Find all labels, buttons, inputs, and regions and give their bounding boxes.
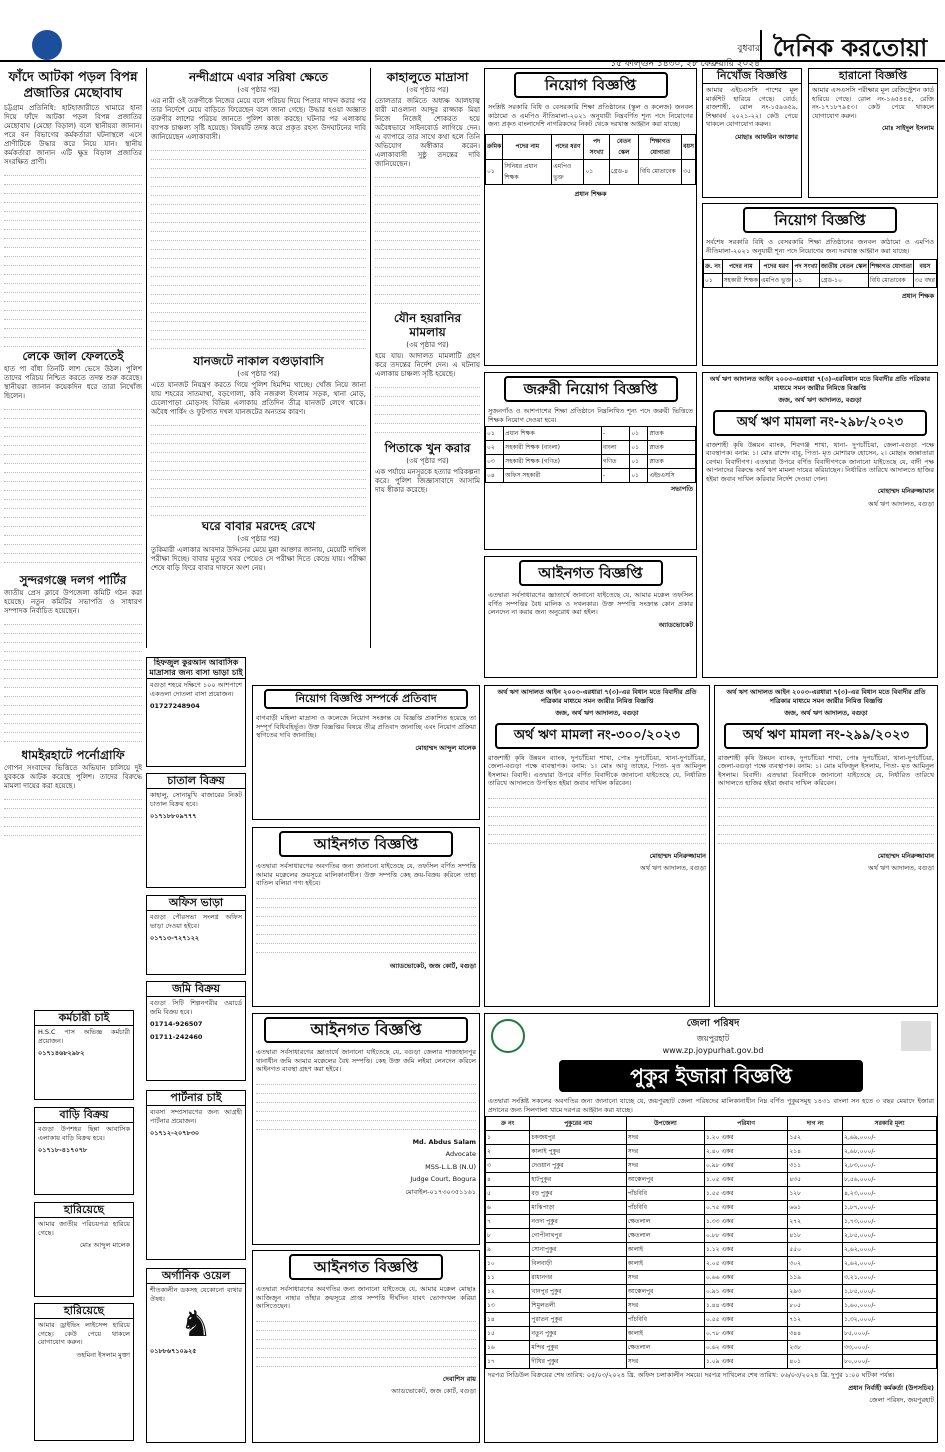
table-cell: দেওয়ান পুকুর	[530, 1159, 626, 1173]
masthead-brand: দৈনিক করতোয়া	[772, 34, 928, 62]
headline-kahalu: কাহালুতে মাদ্রাসা	[386, 70, 469, 84]
notice-loan-299: অর্থ ঋণ আদালত আইন ২০০৩-এরধারা ৭(৩)-এর বিধান মতে বিবাদীর প্রতি পত্রিকার মাধ্যমে সমন জারীর নিমিত্ত বিজ্ঞপ্তি জজ, অর্থ ঋণ আদালত, বগুড়া অর্থ ঋণ মামলা নং-২৯৯/২০২৩ রাজশাহী কৃষি উন্নয়ন ব্যাংক, দুপচাঁচিয়া শাখা, পোঃ দুপচাঁচিয়া, থানা-দুপচাঁচিয়া, জেলা-বগুড়া পক্ষে ব্যবস্থাপক। বনাম: ১। মোঃ মফিজুল ইসলাম, পিতা- মৃত আমিনুল ইসলাম। বিবাদী। এতদ্বারা বিবাদীকে জানানো যাইতেছে যে, নির্ধারিত তারিখে আদালতে হাজির হইয়া জবাব দাখিল করিবেন। মোহাম্মদ মনিরুজ্জামান অর্থ ঋণ আদালত, বগুড়া	[714, 685, 938, 1007]
notice-pukur-ijara: জেলা পরিষদ জয়পুরহাট www.zp.joypurhat.gov.bd পুকুর ইজারা বিজ্ঞপ্তি এতদ্বারা সংশ্লিষ্ট সকলের অবগতির জন্য জানানো যাচ্ছে যে, জয়পুরহাট জেলা পরিষদের মালিকানাধীন নিম্ন বর্ণিত পুকুরসমূহ ১৪৩১ বাংলা সন হতে ৩ বছর মেয়াদে ইজারা প্রদানের জন্য সিলগালা খামে দরপত্র আহ্বান করা যাচ্ছে। ক্র নং পুকুরের নাম উপজেলা পরিমাণ দাগ নং সরকারি মূল্য ১ চকজয়পুর সদর ১.২০ একর ১৫২ ২,৬৯,০০০/- ২ কালাই পুকুর সদর ২.৪০ একর ২১৪ ২,৬৮,০০০/- ৩ দেওয়ান পুকুর সদর ০.৯৮ একর ৩১১ ২,৮৩,০০০/- ৪ হাটপুকুর আক্কেলপুর ১.০৫ একর ৪৩৫ ৮,৫৬,০০০/- ৫ বড় পুকুর পাঁচবিবি ১.৫৫ একর ১২৮ ৪,২৩,০০০/- ৬ মাঝিপাড়া পাঁচবিবি ০.৭৫ একর ৬৬১ ১,৮৭,০০০/- ৭ নওদা পুকুর ক্ষেতলাল ১.৩৩ একর ২৭২ ১,৭৩,০০০/- ৮ গোপীনাথপুর ক্ষেতলাল ০.৮৮ একর ৪১৮ ২,৮৫,০০০/- ৯ সোনাপুকুর কালাই ১.১২ একর ৫৫০ ২,৬২,০০০/- ১০ বিলবাড়ী কালাই ২.০৫ একর ৩০২ ২,৬২,০০০/- ১১ রাধানগর সদর ০.৬৬ একর ১১৯ ৩,২১,০০০/- ১২ খানপুর পুকুর আক্কেলপুর ০.৯১ একর ২৯৩ ১,৮৫,০০০/- ১৩ শিমুলতলী সদর ১.৪৪ একর ৮০৫ ১,৬০,০০০/- ১৪ পুরাতন পুকুর পাঁচবিবি ০.৫৫ একর ৭১২ ১,৩২,০০০/- ১৫ নতুন পুকুর কালাই ০.৭৮ একর ৩৪৪ ৮৫,০০০/- ১৬ মন্দির পুকুর ক্ষেতলাল ০.৬২ একর ২৩৮ ৩৩,০০০/- ১৭ দীঘির পুকুর সদর ১.০৯ একর ৪০১ ৮০,০০০/- দরপত্র সিডিউল বিক্রয়ের শেষ তারিখ: ০৫/০৩/২০২৪ খ্রি. অফিস চলাকালীন সময়ে। দরপত্র দাখিলের শেষ তারিখ: ০৬/০৩/২০২৪ খ্রি. দুপুর ১:০০ ঘটিকা পর্যন্ত। প্রধান নির্বাহী কর্মকর্তা (উপসচিব) জেলা পরিষদ, জয়পুরহাট	[484, 1013, 938, 1443]
notice-pratibad: নিয়োগ বিজ্ঞপ্তি সম্পর্কে প্রতিবাদ বাগবাড়ী মহিলা মাদ্রাসা ও কলেজে নিয়োগ সংক্রান্ত যে বিজ্ঞপ্তি প্রকাশিত হয়েছে তা সম্পূর্ণ বিধিবহির্ভূত। উক্ত বিজ্ঞপ্তির বিষয়ে তীব্র প্রতিবাদ জানাচ্ছি এবং নিয়োগ প্রক্রিয়া স্থগিতের দাবি জানাচ্ছি। মোহাম্মদ আব্দুল মালেক	[252, 685, 480, 820]
ad-jaruri: জরুরী নিয়োগ বিজ্ঞপ্তি সুজনগাঁও ও আশপাশের শিক্ষা প্রতিষ্ঠানে নিম্নলিখিত শূন্য পদে জরুরী ভিত্তিতে শিক্ষক নিয়োগ দেওয়া হবে। ০১ প্রধান শিক্ষক - ০১ স্নাতক ০২ সহকারী শিক্ষক (বাংলা) বাংলা ০১ স্নাতক ০৩ সহকারী শিক্ষক (গণিত) গণিত ০১ স্নাতক ০৪ অফিস সহকারী - ০১ এইচএসসি সভাপতি	[484, 372, 697, 550]
newspaper-logo-icon	[32, 30, 62, 60]
table-row	[486, 1131, 937, 1145]
article-body: গোপন সংবাদের ভিত্তিতে অভিযান চালিয়ে দুই যুবককে আটক করেছে পুলিশ। তাদের বিরুদ্ধে মামলা দায়ের করা হয়েছে।	[4, 764, 142, 790]
table-cell: ২,৮৫,০০০/-	[843, 1229, 937, 1243]
table-cell: কালাই	[626, 1257, 704, 1271]
table-cell: ক্ষেতলাল	[626, 1341, 704, 1355]
table-cell: ৪,২৩,০০০/-	[843, 1187, 937, 1201]
table-cell: কালাই পুকুর	[530, 1145, 626, 1159]
article-body: জাতীয় প্রেস ক্লাবে উপজেলা কমিটি গঠন করা হয়েছে। নতুন কমিটির সভাপতি ও সাধারণ সম্পাদক নির্বাচিত হয়েছেন।	[4, 589, 142, 615]
jaruri-table: ০১ প্রধান শিক্ষক - ০১ স্নাতক ০২ সহকারী শিক্ষক (বাংলা) বাংলা ০১ স্নাতক ০৩ সহকারী শিক্ষক (গণিত) গণিত ০১ স্নাতক ০৪ অফিস সহকারী - ০১ এইচএসসি	[485, 426, 696, 483]
table-row	[486, 1187, 937, 1201]
table-cell: ১.০৯ একর	[704, 1355, 787, 1369]
table-cell: ১.৫৫ একর	[704, 1187, 787, 1201]
table-row	[486, 1159, 937, 1173]
ad-partner: পার্টনার চাই ব্যবসা সম্প্রসারণের জন্য আগ্রহী পার্টনার প্রয়োজন। ০১৭১২-২০৭৮৩০	[146, 1090, 246, 1260]
table-cell: ৮৫,০০০/-	[843, 1327, 937, 1341]
table-cell: ৬৬১	[788, 1201, 843, 1215]
table-row	[486, 1173, 937, 1187]
table-cell: ক্ষেতলাল	[626, 1215, 704, 1229]
table-cell: নতুন পুকুর	[530, 1327, 626, 1341]
article-body: চট্টগ্রাম প্রতিনিধি: হাটহাজারীতে খামারে হানা দিয়ে ফাঁদে আটকা পড়ল বিপন্ন প্রজাতির মেছোবাঘ (মেছো বিড়াল) বলে স্থানীয়রা জানান। পরে বন বিভাগের কর্মকর্তারা ঘটনাস্থলে এসে প্রাণীটিকে উদ্ধার করে নিয়ে যান। স্থানীয় কর্মকর্তারা জানান এটি ক্ষুদ্র বিড়াল প্রজাতির সংরক্ষিত প্রাণী।	[4, 104, 142, 166]
table-cell: ১,৮৭,০০০/-	[843, 1201, 937, 1215]
table-cell: ৩০২	[788, 1257, 843, 1271]
notice-ainogoto-2: আইনগত বিজ্ঞপ্তি এতদ্বারা সর্বসাধারণের অবগতির জন্য জানানো যাইতেছে যে, তফসিল বর্ণিত সম্পত্তি আমার মক্কেলের ক্রয়সূত্রে মালিকানাধীন। উক্ত সম্পত্তি কেহ ক্রয়-বিক্রয় করিলে তাহা বাতিল বলিয়া গণ্য হইবে। অ্যাডভোকেট, জজ কোর্ট, বগুড়া	[252, 827, 480, 1007]
table-cell: পুরাতন পুকুর	[530, 1313, 626, 1327]
table-cell: ৩১১	[788, 1159, 843, 1173]
table-cell: ০.৭৫ একর	[704, 1201, 787, 1215]
table-cell: ২,৬৯,০০০/-	[843, 1131, 937, 1145]
table-row	[486, 1215, 937, 1229]
table-cell: ১৬	[486, 1341, 530, 1355]
table-cell: ৭	[486, 1215, 530, 1229]
ad-harano: হারানো বিজ্ঞপ্তি আমার এসএসসি পরীক্ষার মূল রেজিস্ট্রেশন কার্ড হারিয়ে গেছে। রোল নং-১৬৫৪৪৫, রেজি নং-১৭১৮৭৯৫৩। কেউ পেয়ে থাকলে যোগাযোগ করুন। মোঃ সাইদুল ইসলাম	[808, 68, 938, 198]
table-cell: ১.১২ একর	[704, 1243, 787, 1257]
ad-karmo: কর্মচারী চাই H.S.C পাস অভিজ্ঞ কর্মচারী প্রয়োজন। ০১৭১৪৬৮২৯৮২	[34, 1010, 134, 1100]
table-row	[486, 1299, 937, 1313]
table-cell: ৪০১	[788, 1355, 843, 1369]
table-cell: ০.৬৬ একর	[704, 1271, 787, 1285]
table-row	[486, 1257, 937, 1271]
table-cell: ৯	[486, 1243, 530, 1257]
table-cell: ৮০,০০০/-	[843, 1355, 937, 1369]
niyog2-table: ক্র. নং পদের নাম পদের ধরণ পদ সংখ্যা জাতীয় বেতন স্কেল শিক্ষাগত যোগ্যতা বয়স ০১ সহকারী শিক্ষক এমপিও ভুক্ত ০১ গ্রেড-১০ বিধি মোতাবেক ৩৫ বছর	[703, 259, 937, 288]
headline-sundarganj: সুন্দরগঞ্জে দলগ পার্টির	[19, 573, 127, 587]
table-cell: ০.৬২ একর	[704, 1341, 787, 1355]
table-cell: ৮	[486, 1229, 530, 1243]
ad-hefz: হিফজুল কুরআন আবাসিক মাদ্রাসার জন্য বাসা ভাড়া চাই বগুড়া শহরে দক্ষিণে ১০০ আশপাশে একতলা দোতলা বাসা প্রয়োজন। 01727248904	[146, 657, 246, 767]
table-cell: সদর	[626, 1355, 704, 1369]
headline-lake: লেকে জাল ফেলতেই	[22, 349, 124, 363]
table-cell: বড় পুকুর	[530, 1187, 626, 1201]
table-cell: ১১৯	[788, 1271, 843, 1285]
table-cell: মন্দির পুকুর	[530, 1341, 626, 1355]
table-cell: ২.০৫ একর	[704, 1257, 787, 1271]
table-cell: ৭১২	[788, 1313, 843, 1327]
table-cell: ১.৩৩ একর	[704, 1215, 787, 1229]
table-cell: ৮০৫	[788, 1299, 843, 1313]
table-cell: মাঝিপাড়া	[530, 1201, 626, 1215]
table-cell: চকজয়পুর	[530, 1131, 626, 1145]
table-cell: ২৭২	[788, 1215, 843, 1229]
headline-pita: পিতাকে খুন করার	[384, 441, 471, 455]
table-cell: ৩,২১,০০০/-	[843, 1271, 937, 1285]
table-cell: ১,৭৩,০০০/-	[843, 1215, 937, 1229]
headline-mechobagh: ফাঁদে আটকা পড়ল বিপন্ন প্রজাতির মেছোবাঘ	[8, 70, 138, 101]
table-row	[486, 1355, 937, 1369]
headline-father: ঘরে বাবার মরদেহ রেখে	[201, 519, 316, 533]
table-cell: কালাই	[626, 1327, 704, 1341]
table-cell: ৪৩৫	[788, 1173, 843, 1187]
headline-harassment: যৌন হয়রানির মামলায়	[393, 311, 462, 339]
table-cell: শিমুলতলী	[530, 1299, 626, 1313]
table-cell: ৫৫০	[788, 1243, 843, 1257]
table-cell: ০.৫৫ একর	[704, 1313, 787, 1327]
notice-ainogoto-4: আইনগত বিজ্ঞপ্তি এতদ্বারা সর্বসাধারণের অবগতির জন্য জানানো যাইতেছে যে, আমার মক্কেল মোছাঃ আজিজুন নাহার তাঁহার ক্রয়সূত্রে প্রাপ্ত সম্পত্তি দীর্ঘদিন যাবৎ ভোগদখল করিয়া আসিতেছেন। দেবাশিস রায় অ্যাডভোকেট, জজ কোর্ট, বগুড়া	[252, 1250, 480, 1443]
notice-loan-298: অর্থ ঋণ আদালত আইন ২০০৩-এরধারা ৭(৩)-এরবিধান মতে বিবাদীর প্রতি পত্রিকার মাধ্যমে সমন জারীর নিমিত্তে বিজ্ঞপ্তি জজ, অর্থ ঋণ আদালত, বগুড়া অর্থ ঋণ মামলা নং-২৯৮/২০২৩ রাজশাহী কৃষি উন্নয়ন ব্যাংক, শিবগঞ্জ শাখা, থানা- দুপচাঁচিয়া, জেলা-বগুড়া পক্ষে ব্যবস্থাপক। বনাম: ১। মোঃ রাশেদ বাবু, পিতা- মৃত মোশারফ হোসেন, ২। মোছাঃ জান্নাতারা বেগম। বিবাদীগণ। এতদ্বারা উপরে বর্ণিত বিবাদীগণকে জানানো যাইতেছে যে, বাদী পক্ষ আপনাদের বিরুদ্ধে অর্থ ঋণ মামলা দায়ের করিয়াছেন। নির্ধারিত তারিখে আদালতে হাজির হইয়া জবাব দাখিল করিবার নির্দেশ দেওয়া গেল। মোহাম্মদ মনিরুজ্জামান অর্থ ঋণ আদালত, বগুড়া	[702, 372, 938, 678]
ad-chatal: চাতাল বিক্রয় কাহালু, সোনামুখি বাজারের নিকট চাতাল বিক্রয় হবে। ০১৭১৮৮০৯৭৭৭	[146, 773, 246, 888]
table-cell: ১৫	[486, 1327, 530, 1341]
table-cell: ১.২০ একর	[704, 1131, 787, 1145]
table-cell: ৫	[486, 1187, 530, 1201]
ad-office: অফিস ভাড়া বগুড়া পৌরসভা সংলগ্ন অফিস ভাড়া দেওয়া হইবে। ০১৭১৩-৭২৭১২২	[146, 895, 246, 975]
table-cell: ১০	[486, 1257, 530, 1271]
table-cell: রাধানগর	[530, 1271, 626, 1285]
table-row	[486, 1145, 937, 1159]
table-cell: নওদা পুকুর	[530, 1215, 626, 1229]
masthead	[0, 0, 945, 69]
table-cell: আক্কেলপুর	[626, 1285, 704, 1299]
table-cell: সদর	[626, 1271, 704, 1285]
table-row	[486, 1271, 937, 1285]
portrait-icon	[901, 1021, 931, 1051]
table-row	[486, 1285, 937, 1299]
table-cell: ৬	[486, 1201, 530, 1215]
ad-bari: বাড়ি বিক্রয় বগুড়া উপশহর ছিন্না আবাসিক এলাকায় বাড়ি বিক্রয় হবে। ০১৭১৮-৪১৭০৭৮	[34, 1107, 134, 1195]
table-cell: পাঁচবিবি	[626, 1201, 704, 1215]
table-row	[486, 1243, 937, 1257]
ad-lost-1: হারিয়েছে আমার জাতীয় পরিচয়পত্র হারিয়ে গেছে। মোঃ আব্দুল মালেক	[34, 1202, 134, 1297]
table-cell: সদর	[626, 1299, 704, 1313]
article-body: হয়ে যায়। আদালত মামলাটি গ্রহণ করে তদন্তের নির্দেশ দেন। এ ঘটনায় এলাকায় চাঞ্চল্য সৃষ্টি হয়েছে।	[375, 352, 480, 378]
table-cell: আক্কেলপুর	[626, 1173, 704, 1187]
table-row	[486, 1327, 937, 1341]
table-row	[486, 1229, 937, 1243]
niyog-table: ক্রমিক পদের নাম পদের ধরণ পদ সংখ্যা বেতন স্কেল শিক্ষাগত যোগ্যতা বয়স ০১ সিনিয়র প্রধান শিক্ষক এমপিও ভুক্ত ০১ গ্রেড-৪ বিধি মোতাবেক ৩৫	[485, 134, 696, 185]
masthead-date: বুধবার ১৫ ফাল্গুন ১৪৩০, ২৮ ফেব্রুয়ারি ২০২৪	[610, 44, 760, 69]
table-cell: সদর	[626, 1131, 704, 1145]
table-cell: ৪১৮	[788, 1229, 843, 1243]
table-cell: ২,৮৩,০০০/-	[843, 1159, 937, 1173]
article-body: এতে যানজট নিয়ন্ত্রণ করতে গিয়ে পুলিশ হিমশিম খাচ্ছে। খোঁজ নিয়ে জানা যায় শহরের সাতমাথা, বড়গোলা, কবি নজরুল ইসলাম সড়ক, থানা মোড়, চেলোপাড়া মোড়সহ বিভিন্ন এলাকায় প্রতিদিন তীব্র যানজট লেগে থাকে। অবৈধ পার্কিং ও ফুটপাত দখল যানজটের অন্যতম কারণ।	[151, 381, 366, 416]
table-cell: ২,৬২,০০০/-	[843, 1243, 937, 1257]
pukur-table: ক্র নং পুকুরের নাম উপজেলা পরিমাণ দাগ নং সরকারি মূল্য ১ চকজয়পুর সদর ১.২০ একর ১৫২ ২,৬৯,০০০/- ২ কালাই পুকুর সদর ২.৪০ একর ২১৪ ২,৬৮,০০০/- ৩ দেওয়ান পুকুর সদর ০.৯৮ একর ৩১১ ২,৮৩,০০০/- ৪ হাটপুকুর আক্কেলপুর ১.০৫ একর ৪৩৫ ৮,৫৬,০০০/- ৫ বড় পুকুর পাঁচবিবি ১.৫৫ একর ১২৮ ৪,২৩,০০০/- ৬ মাঝিপাড়া পাঁচবিবি ০.৭৫ একর ৬৬১ ১,৮৭,০০০/- ৭ নওদা পুকুর ক্ষেতলাল ১.৩৩ একর ২৭২ ১,৭৩,০০০/- ৮ গোপীনাথপুর ক্ষেতলাল ০.৮৮ একর ৪১৮ ২,৮৫,০০০/- ৯ সোনাপুকুর কালাই ১.১২ একর ৫৫০ ২,৬২,০০০/- ১০ বিলবাড়ী কালাই ২.০৫ একর ৩০২ ২,৬২,০০০/- ১১ রাধানগর সদর ০.৬৬ একর ১১৯ ৩,২১,০০০/- ১২ খানপুর পুকুর আক্কেলপুর ০.৯১ একর ২৯৩ ১,৮৫,০০০/- ১৩ শিমুলতলী সদর ১.৪৪ একর ৮০৫ ১,৬০,০০০/- ১৪ পুরাতন পুকুর পাঁচবিবি ০.৫৫ একর ৭১২ ১,৩২,০০০/- ১৫ নতুন পুকুর কালাই ০.৭৮ একর ৩৪৪ ৮৫,০০০/- ১৬ মন্দির পুকুর ক্ষেতলাল ০.৬২ একর ২৩৮ ৩৩,০০০/- ১৭ দীঘির পুকুর সদর ১.০৯ একর ৪০১ ৮০,০০০/-	[485, 1116, 937, 1369]
headline-dhamoirhat: ধামইরহাটে পর্নোগ্রাফি	[21, 748, 125, 762]
article-body: তোলতার জমিতে অধ্যক্ষ আলহাজ্ব বারী মাওলানা আব্দুর রাজ্জাক মিয়া নিজে নিজেই শোকরত হয়ে অবৈধভাবে সাইনবোর্ড লাগিয়ে দেন। এ ব্যাপারে তার সাথে কথা হলে তিনি অভিযোগ অস্বীকার করেন। এলাকাবাসী সুষ্ঠু তদন্তের দাবি জানিয়েছেন।	[375, 97, 480, 168]
article-body: হাত পা বাঁধা তিনটি লাশ ভেসে উঠল। পুলিশ তাদের পরিচয় নিশ্চিত করতে তদন্ত শুরু করেছে। স্থানীয়রা জানান কয়েকদিন ধরে তারা নিখোঁজ ছিলেন।	[4, 365, 142, 400]
table-row	[486, 1341, 937, 1355]
table-cell: ২.৪০ একর	[704, 1145, 787, 1159]
table-cell: সদর	[626, 1145, 704, 1159]
table-cell: ২১৪	[788, 1145, 843, 1159]
table-cell: ১,৮৫,০০০/-	[843, 1285, 937, 1299]
table-row	[486, 1313, 937, 1327]
table-cell: ১,৬০,০০০/-	[843, 1299, 937, 1313]
table-cell: ০.৭৮ একর	[704, 1327, 787, 1341]
table-cell: ১৪	[486, 1313, 530, 1327]
ad-horse: অর্গানিক ওয়েল শীতকালীন ডকসহ যেকোনো ব্যথার ঔষধ। ♞ ০১৮৮৬৭১০৯২৫	[146, 1268, 246, 1443]
table-cell: ১৩	[486, 1299, 530, 1313]
notice-ainogoto-3: আইনগত বিজ্ঞপ্তি এতদ্বারা সর্বসাধারণের জ্ঞাতার্থে জানানো যাইতেছে যে, বগুড়া জেলার শাজাহানপুর থানাধীন জমি আমার মক্কেলের বৈধ সম্পত্তি। কেহ উক্ত জমি লইয়া লেনদেন করিলে আইনগত ব্যবস্থা গ্রহণ করা হইবে। Md. Abdus Salam Advocate MSS-L.L.B (N.U) Judge Court, Bogura মোবাইল-০১৭৩০৩৫১১৬১	[252, 1013, 480, 1245]
mujib-logo-icon	[491, 1019, 525, 1053]
table-cell: ০.৯৮ একর	[704, 1159, 787, 1173]
table-cell: ১২৮	[788, 1187, 843, 1201]
column-3: কাহালুতে মাদ্রাসা (৩য় পৃষ্ঠার পর) তোলতার জমিতে অধ্যক্ষ আলহাজ্ব বারী মাওলানা আব্দুর রাজ্জাক মিয়া নিজে নিজেই শোকরত হয়ে অবৈধভাবে সাইনবোর্ড লাগিয়ে দেন। এ ব্যাপারে তার সাথে কথা হলে তিনি অভিযোগ অস্বীকার করেন। এলাকাবাসী সুষ্ঠু তদন্তের দাবি জানিয়েছেন। যৌন হয়রানির মামলায় (৩য় পৃষ্ঠার পর) হয়ে যায়। আদালত মামলাটি গ্রহণ করে তদন্তের নির্দেশ দেন। এ ঘটনায় এলাকায় চাঞ্চল্য সৃষ্টি হয়েছে। পিতাকে খুন করার (৩য় পৃষ্ঠার পর) এক পর্যায়ে মনসুরকে হত্যার পরিকল্পনা করে। পুলিশ জিজ্ঞাসাবাদে আসামি দায় স্বীকার করেছে।	[370, 68, 480, 648]
table-cell: ১.০৫ একর	[704, 1173, 787, 1187]
table-cell: ১.৪৪ একর	[704, 1299, 787, 1313]
table-cell: ৪	[486, 1173, 530, 1187]
table-cell: ১৫২	[788, 1131, 843, 1145]
ad-niyog-1: নিয়োগ বিজ্ঞপ্তি সংশ্লিষ্ট সরকারি বিধি ও বেসরকারি শিক্ষা প্রতিষ্ঠানের (স্কুল ও কলেজ) জনবল কাঠামো ও এমপিও নীতিমালা-২০২১ অনুযায়ী নিম্নবর্ণিত শূন্য পদে নিয়োগের জন্য প্রকৃত বাংলাদেশি নাগরিকদের নিকট থেকে দরখাস্ত আহ্বান করা যাচ্ছে। ক্রমিক পদের নাম পদের ধরণ পদ সংখ্যা বেতন স্কেল শিক্ষাগত যোগ্যতা বয়স ০১ সিনিয়র প্রধান শিক্ষক এমপিও ভুক্ত ০১ গ্রেড-৪ বিধি মোতাবেক ৩৫ প্রধান শিক্ষক	[484, 68, 697, 366]
article-body: এর নারী ওই তরুণীকে নিজের মেয়ে বলে পরিচয় দিয়ে পিতার দাফন করার পর তার নির্দেশে মেয়ে বাড়িতে ফিরেছেন বলে জানা গেছে। উদ্ধার হওয়া অজ্ঞাত তরুণীর লাশের পরিচয় জানতে পুলিশ কাজ করছে। ঘটনার পর এলাকায় ব্যাপক চাঞ্চল্য সৃষ্টি হয়েছে। বিষয়টি তদন্ত করে প্রকৃত রহস্য উদঘাটনের দাবি জানিয়েছেন এলাকাবাসী।	[151, 97, 366, 141]
table-cell: দীঘির পুকুর	[530, 1355, 626, 1369]
table-cell: ৮,৫৬,০০০/-	[843, 1173, 937, 1187]
table-cell: ৩৪৪	[788, 1327, 843, 1341]
article-body: এক পর্যায়ে মনসুরকে হত্যার পরিকল্পনা করে। পুলিশ জিজ্ঞাসাবাদে আসামি দায় স্বীকার করেছে।	[375, 468, 480, 494]
table-cell: ০.৯১ একর	[704, 1285, 787, 1299]
table-cell: ১৭	[486, 1355, 530, 1369]
table-cell: ক্ষেতলাল	[626, 1229, 704, 1243]
table-cell: ২৩৮	[788, 1341, 843, 1355]
table-cell: কালাই	[626, 1243, 704, 1257]
table-cell: ২,৬৮,০০০/-	[843, 1145, 937, 1159]
table-cell: বিলবাড়ী	[530, 1257, 626, 1271]
column-2: নন্দীগ্রামে এবার সরিষা ক্ষেতে (৩য় পৃষ্ঠার পর) এর নারী ওই তরুণীকে নিজের মেয়ে বলে পরিচয় দিয়ে পিতার দাফন করার পর তার নির্দেশে মেয়ে বাড়িতে ফিরেছেন বলে জানা গেছে। উদ্ধার হওয়া অজ্ঞাত তরুণীর লাশের পরিচয় জানতে পুলিশ কাজ করছে। ঘটনার পর এলাকায় ব্যাপক চাঞ্চল্য সৃষ্টি হয়েছে। বিষয়টি তদন্ত করে প্রকৃত রহস্য উদঘাটনের দাবি জানিয়েছেন এলাকাবাসী। যানজটে নাকাল বগুড়াবাসি (৩য় পৃষ্ঠার পর) এতে যানজট নিয়ন্ত্রণ করতে গিয়ে পুলিশ হিমশিম খাচ্ছে। খোঁজ নিয়ে জানা যায় শহরের সাতমাথা, বড়গোলা, কবি নজরুল ইসলাম সড়ক, থানা মোড়, চেলোপাড়া মোড়সহ বিভিন্ন এলাকায় প্রতিদিন তীব্র যানজট লেগে থাকে। অবৈধ পার্কিং ও ফুটপাত দখল যানজটের অন্যতম কারণ। ঘরে বাবার মরদেহ রেখে (৩য় পৃষ্ঠার পর) তুকিমারী এলাকার আবদার উদ্দিনের মেয়ে মুন্না আক্তার জানায়, মেয়েটি দাখিল পরীক্ষা দিচ্ছে। বাবার মৃত্যুর খবর পেয়েও সে পরীক্ষা দিতে কেন্দ্রে যায়। পরীক্ষা শেষে বাড়ি ফিরে বাবার দাফনে অংশ নেয়।	[146, 68, 366, 648]
ad-nikhoj: নিখোঁজ বিজ্ঞপ্তি আমার এইচএসসি পাশের মূল মার্কশিট হারিয়ে গেছে। বোর্ড: রাজশাহী, রোল নং-১৫৯৬৫৯, শিক্ষাবর্ষ ২০২১-২২। কেউ পেয়ে থাকলে যোগাযোগ করুন। মোছাঃ আফরিন আক্তার	[702, 68, 802, 198]
table-cell: পাঁচবিবি	[626, 1313, 704, 1327]
article-body: তুকিমারী এলাকার আবদার উদ্দিনের মেয়ে মুন্না আক্তার জানায়, মেয়েটি দাখিল পরীক্ষা দিচ্ছে। বাবার মৃত্যুর খবর পেয়েও সে পরীক্ষা দিতে কেন্দ্রে যায়। পরীক্ষা শেষে বাড়ি ফিরে বাবার দাফনে অংশ নেয়।	[151, 546, 366, 572]
column-1	[4, 68, 142, 838]
table-cell: সদর	[626, 1159, 704, 1173]
ad-jomi: জমি বিক্রয় বগুড়া সিটি শিল্পনগরীর ওয়ার্ডে জমি বিক্রয় হবে। 01714-926507 01711-242460	[146, 981, 246, 1081]
table-cell: ২,৬২,০০০/-	[843, 1257, 937, 1271]
table-row	[486, 1201, 937, 1215]
table-cell: খানপুর পুকুর	[530, 1285, 626, 1299]
table-cell: পাঁচবিবি	[626, 1187, 704, 1201]
table-cell: ১২	[486, 1285, 530, 1299]
ad-lost-2: হারিয়েছে আমার ড্রাইভিং লাইসেন্স হারিয়ে গেছে। কেউ পেয়ে থাকলে যোগাযোগ করুন। তহমিনা ইসলাম মুক্তা	[34, 1303, 134, 1441]
table-cell: ৩	[486, 1159, 530, 1173]
table-cell: হাটপুকুর	[530, 1173, 626, 1187]
table-cell: ১,৩২,০০০/-	[843, 1313, 937, 1327]
table-cell: ১১	[486, 1271, 530, 1285]
table-cell: ০.৮৮ একর	[704, 1229, 787, 1243]
ad-ainogoto-1: আইনগত বিজ্ঞপ্তি এতদ্বারা সর্বসাধারণের জ্ঞাতার্থে জানানো যাইতেছে যে, আমার মক্কেল তফসিল বর্ণিত সম্পত্তির বৈধ মালিক ও দখলকার। উক্ত সম্পত্তি সংক্রান্ত কোন প্রকার লেনদেন না করার জন্য অনুরোধ করা হইল। অ্যাডভোকেট	[484, 556, 697, 678]
table-cell: ২৯৩	[788, 1285, 843, 1299]
headline-jam: যানজটে নাকাল বগুড়াবাসি	[193, 354, 324, 368]
table-cell: ৩৩,০০০/-	[843, 1341, 937, 1355]
table-cell: ১	[486, 1131, 530, 1145]
table-cell: সোনাপুকুর	[530, 1243, 626, 1257]
table-cell: গোপীনাথপুর	[530, 1229, 626, 1243]
horse-icon: ♞	[179, 1304, 213, 1345]
notice-loan-300: অর্থ ঋণ আদালত আইন ২০০৩-এরধারা ৭(৩)-এর বিধান মতে বিবাদীর প্রতি পত্রিকার মাধ্যমে সমন জারীর নিমিত্ত বিজ্ঞপ্তি জজ, অর্থ ঋণ আদালত, বগুড়া অর্থ ঋণ মামলা নং-৩০০/২০২৩ রাজশাহী কৃষি উন্নয়ন ব্যাংক, দুপচাঁচিয়া শাখা, পোঃ দুপচাঁচিয়া, থানা-দুপচাঁচিয়া, জেলা-বগুড়া পক্ষে ব্যবস্থাপক। বনাম: ১। মোঃ আবু তাহের, পিতা- মৃত আমিনুল ইসলাম। বিবাদী। এতদ্বারা উপরে বর্ণিত বিবাদীকে জানানো যাইতেছে যে, নির্ধারিত তারিখে আদালতে উপস্থিত হইয়া জবাব দাখিল করিবেন। মোহাম্মদ মনিরুজ্জামান অর্থ ঋণ আদালত, বগুড়া	[484, 685, 710, 1007]
ad-niyog-2: নিয়োগ বিজ্ঞপ্তি সর্বশেষ সরকারি বিধি ও বেসরকারি শিক্ষা প্রতিষ্ঠানের জনবল কাঠামো ও এমপিও নীতিমালা-২০২১ অনুযায়ী শূন্য পদে নিয়োগের জন্য দরখাস্ত আহ্বান করা যাচ্ছে। ক্র. নং পদের নাম পদের ধরণ পদ সংখ্যা জাতীয় বেতন স্কেল শিক্ষাগত যোগ্যতা বয়স ০১ সহকারী শিক্ষক এমপিও ভুক্ত ০১ গ্রেড-১০ বিধি মোতাবেক ৩৫ বছর প্রধান শিক্ষক	[702, 203, 938, 366]
headline-nandigram: নন্দীগ্রামে এবার সরিষা ক্ষেতে	[188, 70, 329, 84]
table-cell: ২	[486, 1145, 530, 1159]
